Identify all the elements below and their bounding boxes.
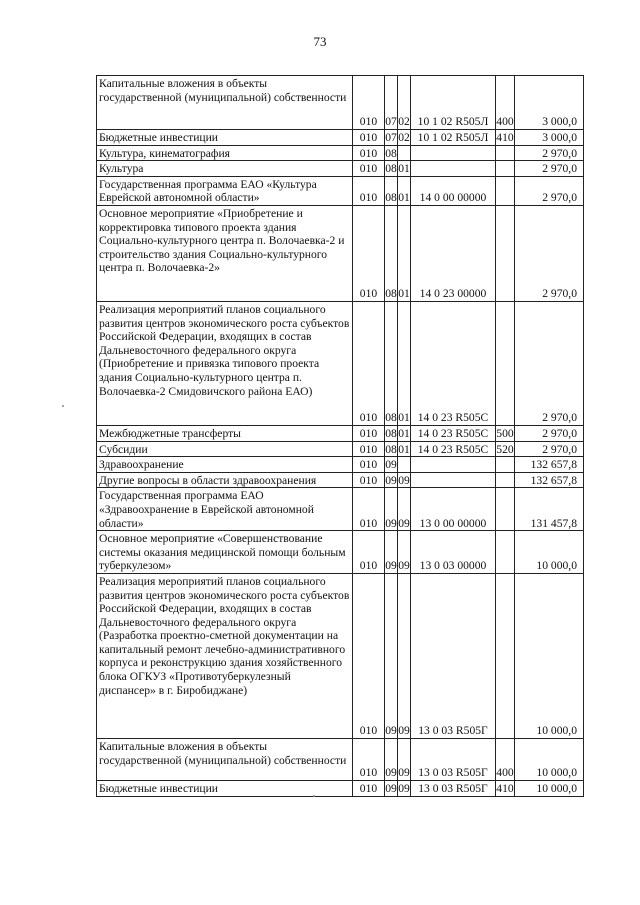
table-row	[97, 441, 584, 457]
table-row	[97, 425, 584, 441]
cell-amount: 132 657,8	[515, 457, 584, 473]
cell-section-code: 09	[385, 458, 397, 472]
cell-target-article	[411, 145, 496, 161]
cell-name: Реализация мероприятий планов социального развития центров экономического роста субъектов Российской Федерации, входящих в состав Дальневосточного федерального округа (Разработка проектно-сметной документации на капитальный ремонт лечебно-административного корпуса и реконструкцию здания хозяйственного блока ОГКУЗ «Противотуберкулезный диспансер» в г. Биробиджане)	[97, 573, 353, 738]
cell-subsection-code: 01	[398, 162, 410, 176]
cell-amount: 2 970,0	[515, 205, 584, 301]
cell-amount: 2 970,0	[515, 301, 584, 425]
cell-name: Государственная программа ЕАО «Здравоохранение в Еврейской автономной области»	[97, 488, 353, 531]
cell-amount: 2 970,0	[515, 145, 584, 161]
cell-expense-type	[496, 573, 515, 738]
cell-expense-type: 520	[496, 442, 514, 456]
cell-amount: 131 457,8	[515, 488, 584, 531]
table-row	[97, 531, 584, 574]
cell-name: Основное мероприятие «Совершенствование системы оказания медицинской помощи больным туберкулезом»	[97, 531, 353, 574]
cell-target-article: 14 0 23 00000	[411, 205, 496, 301]
cell-name: Другие вопросы в области здравоохранения	[97, 472, 353, 488]
table-row	[97, 780, 584, 796]
cell-name: Капитальные вложения в объекты государственной (муниципальной) собственности	[97, 738, 353, 780]
table-row	[97, 205, 584, 301]
cell-name: Бюджетные инвестиции	[97, 130, 353, 146]
cell-amount: 3 000,0	[515, 130, 584, 146]
cell-subsection-code: 09	[398, 781, 410, 795]
table-row	[97, 145, 584, 161]
cell-ministry-code: 010	[353, 441, 385, 457]
cell-expense-type: 400	[496, 738, 515, 780]
cell-name: Государственная программа ЕАО «Культура Еврейской автономной области»	[97, 176, 353, 205]
cell-target-article: 14 0 23 R505С	[411, 425, 496, 441]
cell-subsection-code: 02	[398, 76, 411, 130]
cell-target-article: 13 0 00 00000	[411, 488, 496, 531]
cell-ministry-code: 010	[353, 76, 385, 130]
cell-target-article: 10 1 02 R505Л	[411, 76, 496, 130]
table-row	[97, 457, 584, 473]
cell-amount: 132 657,8	[515, 472, 584, 488]
cell-section-code: 07	[385, 131, 397, 144]
table-row	[97, 488, 584, 531]
cell-ministry-code: 010	[353, 531, 385, 574]
cell-subsection-code: 09	[398, 473, 410, 487]
cell-amount: 10 000,0	[515, 738, 584, 780]
cell-subsection-code: 01	[398, 442, 410, 456]
cell-section-code: 08	[385, 176, 398, 205]
cell-subsection-code: 01	[398, 205, 411, 301]
cell-subsection-code	[398, 145, 411, 161]
cell-subsection-code: 01	[398, 426, 410, 440]
cell-section-code: 07	[385, 76, 398, 130]
cell-expense-type	[496, 457, 515, 473]
cell-subsection-code: 09	[398, 488, 411, 531]
cell-ministry-code: 010	[353, 738, 385, 780]
cell-section-code: 08	[385, 442, 397, 456]
table-row	[97, 130, 584, 146]
cell-expense-type	[496, 161, 515, 177]
cell-ministry-code: 010	[353, 488, 385, 531]
cell-section-code: 09	[385, 781, 397, 795]
cell-ministry-code: 010	[353, 301, 385, 425]
cell-name: Реализация мероприятий планов социального развития центров экономического роста субъектов Российской Федерации, входящих в состав Дальневосточного федерального округа (Приобретение и привязка типового проекта здания Социально-культурного центра п. Волочаевка-2 Смидовичского района ЕАО)	[97, 301, 353, 425]
cell-name: Здравоохранение	[97, 457, 353, 473]
table-row	[97, 472, 584, 488]
cell-ministry-code: 010	[353, 145, 385, 161]
cell-name: Капитальные вложения в объекты государственной (муниципальной) собственности	[97, 76, 353, 130]
cell-target-article	[411, 457, 496, 473]
cell-subsection-code: 01	[398, 301, 411, 425]
cell-target-article	[411, 472, 496, 488]
cell-amount: 10 000,0	[515, 531, 584, 574]
cell-expense-type: 410	[496, 781, 514, 795]
cell-section-code: 09	[385, 488, 398, 531]
cell-subsection-code: 09	[398, 573, 411, 738]
cell-section-code: 08	[385, 301, 398, 425]
scan-speck	[313, 795, 315, 797]
table-row	[97, 161, 584, 177]
cell-subsection-code: 09	[398, 531, 411, 574]
cell-target-article: 13 0 03 R505Г	[411, 573, 496, 738]
cell-ministry-code: 010	[353, 573, 385, 738]
cell-section-code: 09	[385, 473, 397, 487]
cell-amount: 2 970,0	[515, 176, 584, 205]
page-number: 73	[313, 34, 327, 49]
cell-target-article: 13 0 03 00000	[411, 531, 496, 574]
cell-expense-type	[496, 301, 515, 425]
cell-section-code: 09	[385, 573, 398, 738]
cell-name: Основное мероприятие «Приобретение и корректировка типового проекта здания Социально-культурного центра п. Волочаевка-2 и строительство здания Социально-культурного центра п. Волочаевка-2»	[97, 205, 353, 301]
cell-name: Культура, кинематография	[97, 145, 353, 161]
cell-section-code: 09	[385, 531, 398, 574]
cell-ministry-code: 010	[353, 425, 385, 441]
table-row	[97, 573, 584, 738]
table-row	[97, 76, 584, 130]
cell-expense-type	[496, 205, 515, 301]
cell-target-article	[411, 161, 496, 177]
table-row	[97, 738, 584, 780]
cell-name: Культура	[97, 161, 353, 177]
cell-subsection-code: 02	[398, 131, 410, 144]
cell-target-article: 10 1 02 R505Л	[411, 130, 496, 146]
cell-name: Бюджетные инвестиции	[97, 780, 353, 796]
cell-section-code: 08	[385, 146, 397, 160]
cell-expense-type	[496, 176, 515, 205]
cell-ministry-code: 010	[353, 176, 385, 205]
cell-section-code: 08	[385, 205, 398, 301]
cell-section-code: 09	[385, 738, 398, 780]
cell-amount: 10 000,0	[515, 573, 584, 738]
budget-table	[96, 75, 584, 797]
cell-ministry-code: 010	[353, 130, 385, 146]
cell-subsection-code: 09	[398, 738, 411, 780]
cell-expense-type: 410	[496, 131, 514, 144]
cell-subsection-code	[398, 457, 411, 473]
cell-ministry-code: 010	[353, 780, 385, 796]
cell-expense-type: 400	[496, 76, 515, 130]
cell-section-code: 08	[385, 426, 397, 440]
cell-target-article: 14 0 23 R505С	[411, 301, 496, 425]
cell-ministry-code: 010	[353, 457, 385, 473]
cell-expense-type	[496, 472, 515, 488]
cell-expense-type	[496, 531, 515, 574]
cell-amount: 2 970,0	[515, 425, 584, 441]
cell-name: Межбюджетные трансферты	[97, 425, 353, 441]
cell-target-article: 14 0 00 00000	[411, 176, 496, 205]
table-row	[97, 301, 584, 425]
cell-amount: 3 000,0	[515, 76, 584, 130]
cell-target-article: 14 0 23 R505С	[411, 441, 496, 457]
cell-ministry-code: 010	[353, 161, 385, 177]
cell-section-code: 08	[385, 162, 397, 176]
cell-target-article: 13 0 03 R505Г	[411, 738, 496, 780]
cell-expense-type	[496, 488, 515, 531]
cell-ministry-code: 010	[353, 472, 385, 488]
scan-speck	[62, 405, 64, 407]
cell-expense-type: 500	[496, 426, 514, 440]
cell-amount: 10 000,0	[515, 780, 584, 796]
cell-amount: 2 970,0	[515, 441, 584, 457]
cell-ministry-code: 010	[353, 205, 385, 301]
cell-name: Субсидии	[97, 441, 353, 457]
cell-target-article: 13 0 03 R505Г	[411, 780, 496, 796]
cell-subsection-code: 01	[398, 176, 411, 205]
table-row	[97, 176, 584, 205]
cell-expense-type	[496, 145, 515, 161]
cell-amount: 2 970,0	[515, 161, 584, 177]
